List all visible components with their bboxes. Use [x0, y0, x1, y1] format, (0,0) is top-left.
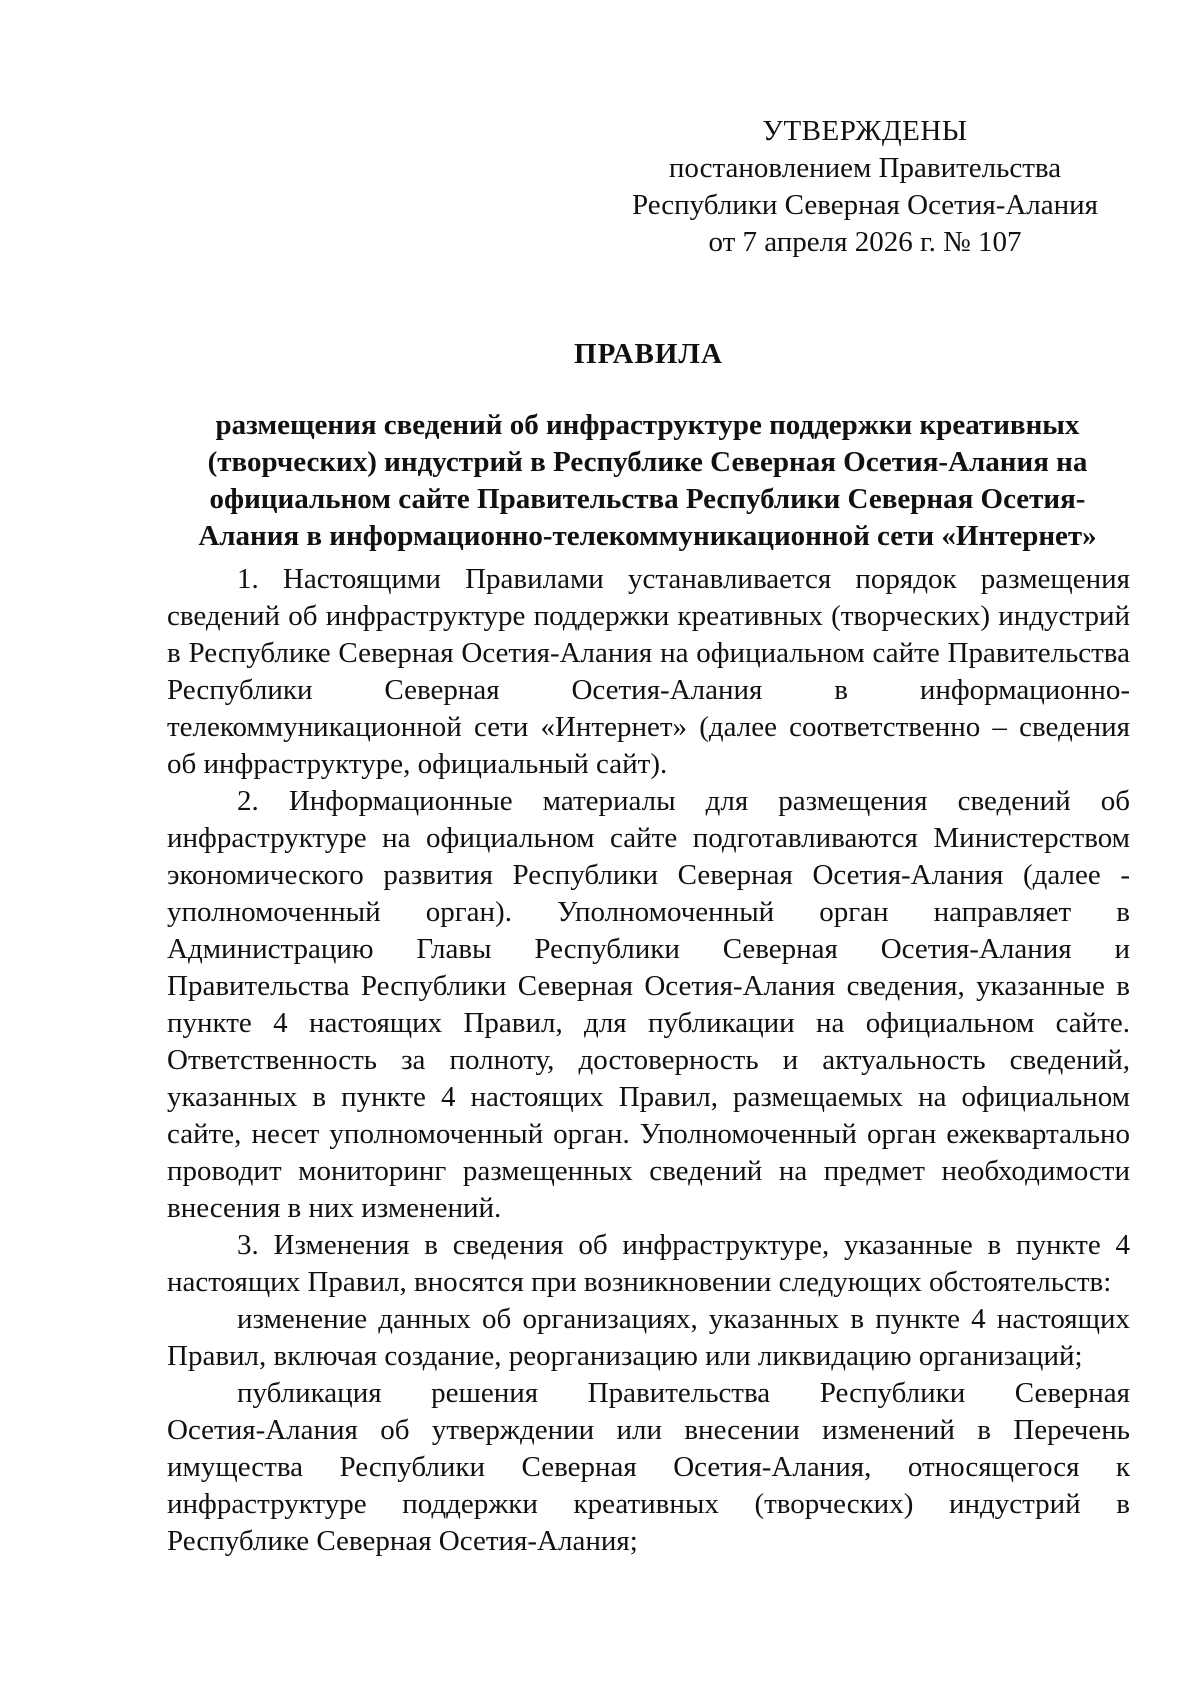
- approval-date-number-line: от 7 апреля 2026 г. № 107: [708, 226, 1022, 258]
- subtitle-line: размещения сведений об инфраструктуре поддержки креативных: [215, 409, 1080, 441]
- text-line: Ответственность за полноту, достоверность и актуальность сведений,: [167, 1044, 1130, 1076]
- text-line: публикация решения Правительства Республики Северная: [237, 1377, 1130, 1409]
- text-line: Администрацию Главы Республики Северная Осетия-Алания и: [167, 933, 1130, 965]
- text-line: пункте 4 настоящих Правил, для публикации на официальном сайте.: [167, 1007, 1130, 1039]
- document-subtitle: [150, 407, 1145, 555]
- paragraph-4: [167, 1301, 1130, 1375]
- text-line: Правительства Республики Северная Осетия-Алания сведения, указанные в: [167, 970, 1130, 1002]
- approval-heading: УТВЕРЖДЕНЫ: [762, 115, 968, 147]
- text-line: 1. Настоящими Правилами устанавливается порядок размещения: [237, 563, 1130, 595]
- document-title: ПРАВИЛА: [574, 338, 723, 370]
- text-line: сайте, несет уполномоченный орган. Уполномоченный орган ежеквартально: [167, 1118, 1130, 1150]
- text-line: телекоммуникационной сети «Интернет» (далее соответственно – сведения: [167, 711, 1130, 743]
- text-line: изменение данных об организациях, указанных в пункте 4 настоящих: [237, 1303, 1130, 1335]
- paragraph-2: [167, 783, 1130, 1227]
- approval-resolution-line: постановлением Правительства: [668, 152, 1062, 184]
- text-line: 3. Изменения в сведения об инфраструктуре, указанные в пункте 4: [237, 1229, 1130, 1261]
- text-line: сведений об инфраструктуре поддержки креативных (творческих) индустрий: [167, 600, 1130, 632]
- paragraph-1: [167, 561, 1130, 783]
- paragraph-5: [167, 1375, 1130, 1560]
- text-line: инфраструктуре на официальном сайте подготавливаются Министерством: [167, 822, 1130, 854]
- approval-republic-line: Республики Северная Осетия-Алания: [631, 189, 1099, 221]
- text-line: Правил, включая создание, реорганизацию или ликвидацию организаций;: [167, 1340, 1083, 1372]
- text-line: уполномоченный орган). Уполномоченный орган направляет в: [167, 896, 1130, 928]
- text-line: указанных в пункте 4 настоящих Правил, размещаемых на официальном: [167, 1081, 1130, 1113]
- subtitle-line: официальном сайте Правительства Республики Северная Осетия-: [209, 483, 1086, 515]
- text-line: Осетия-Алания об утверждении или внесении изменений в Перечень: [167, 1414, 1130, 1446]
- text-line: об инфраструктуре, официальный сайт).: [167, 748, 668, 780]
- text-line: в Республике Северная Осетия-Алания на официальном сайте Правительства: [167, 637, 1130, 669]
- approval-stamp: [600, 113, 1130, 261]
- text-line: Республике Северная Осетия-Алания;: [167, 1525, 638, 1557]
- paragraph-3: [167, 1227, 1130, 1301]
- subtitle-line: (творческих) индустрий в Республике Северная Осетия-Алания на: [207, 446, 1088, 478]
- text-line: 2. Информационные материалы для размещения сведений об: [237, 785, 1130, 817]
- document-body: [167, 561, 1130, 1560]
- text-line: настоящих Правил, вносятся при возникновении следующих обстоятельств:: [167, 1266, 1112, 1298]
- text-line: Республики Северная Осетия-Алания в информационно-: [167, 674, 1130, 706]
- subtitle-line: Алания в информационно-телекоммуникационной сети «Интернет»: [198, 520, 1097, 552]
- text-line: внесения в них изменений.: [167, 1192, 502, 1224]
- text-line: проводит мониторинг размещенных сведений на предмет необходимости: [167, 1155, 1130, 1187]
- text-line: имущества Республики Северная Осетия-Алания, относящегося к: [167, 1451, 1130, 1483]
- text-line: инфраструктуре поддержки креативных (творческих) индустрий в: [167, 1488, 1130, 1520]
- text-line: экономического развития Республики Северная Осетия-Алания (далее -: [167, 859, 1130, 891]
